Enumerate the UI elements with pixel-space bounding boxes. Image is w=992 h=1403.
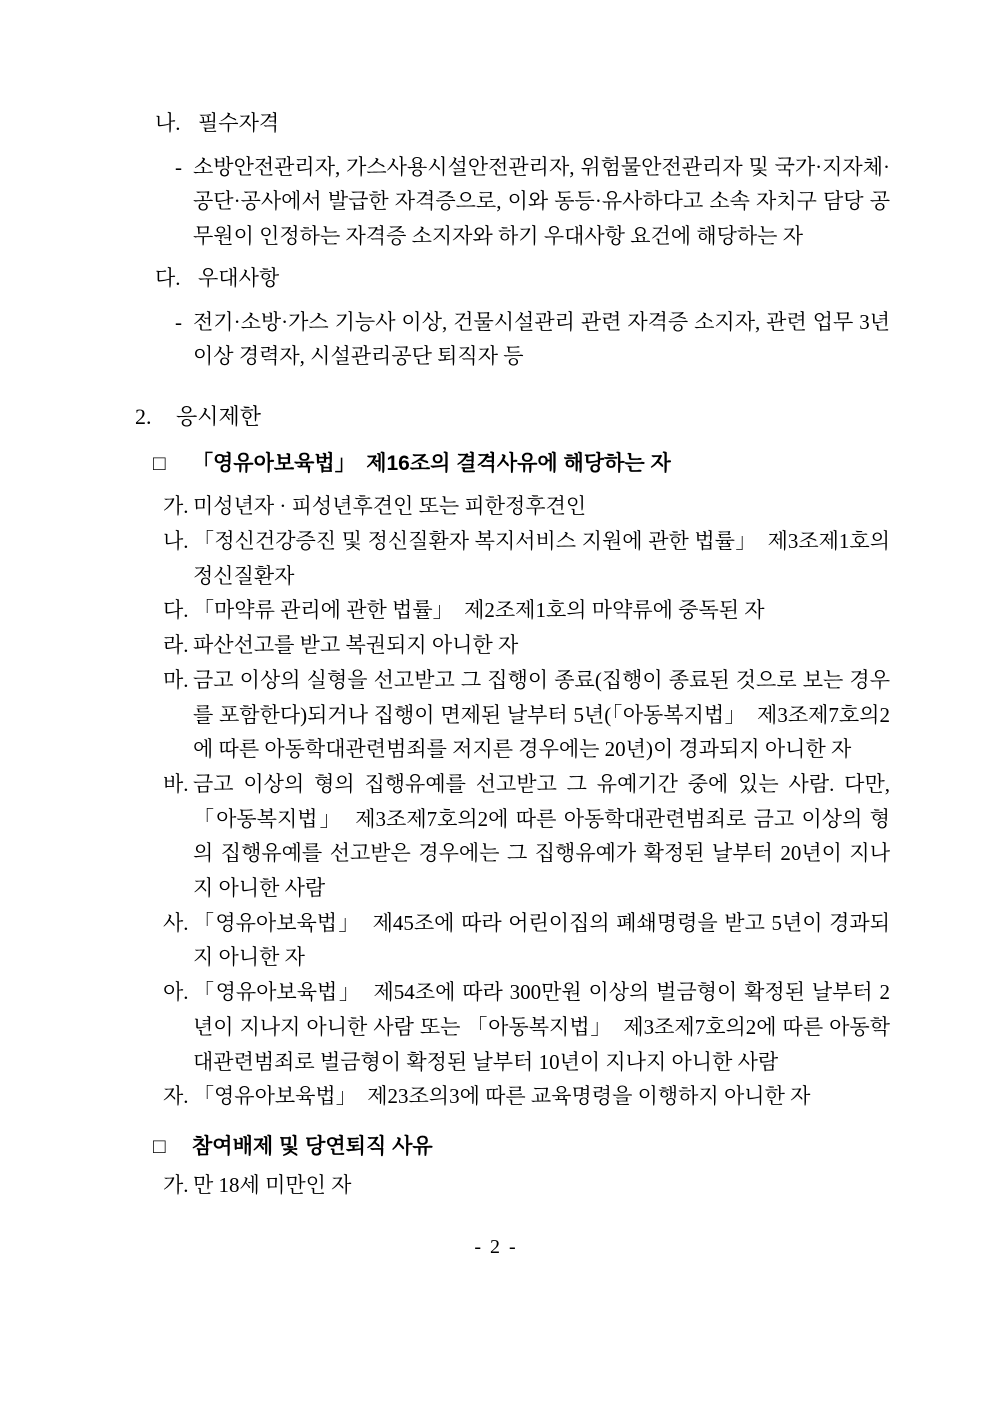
item-label: 다.	[155, 265, 181, 290]
item-label: 사.	[163, 910, 189, 935]
list-item	[163, 906, 890, 975]
item-label: 라.	[163, 633, 189, 658]
item-label: 자.	[163, 1084, 189, 1109]
item-label: 아.	[163, 980, 189, 1005]
subsection-title: 참여배제 및 당연퇴직 사유	[192, 1134, 433, 1158]
item-label: 가.	[163, 1172, 189, 1197]
square-bullet-icon: □	[153, 1134, 166, 1158]
list-item-detail	[175, 305, 890, 374]
item-text: 소방안전관리자, 가스사용시설안전관리자, 위험물안전관리자 및 국가·지자체·공단·공사에서 발급한 자격증으로, 이와 동등·유사하다고 소속 자치구 담당 공무원이 인정하는 자격증 소지자와 하기 우대사항 요건에 해당하는 자	[193, 154, 890, 249]
list-item	[163, 1168, 890, 1203]
item-label: 다.	[163, 598, 189, 623]
list-item	[163, 663, 890, 767]
dash-bullet-icon: -	[175, 154, 182, 179]
item-text: 「영유아보육법」 제45조에 따라 어린이집의 폐쇄명령을 받고 5년이 경과되지 아니한 자	[193, 910, 890, 970]
item-text: 「영유아보육법」 제23조의3에 따른 교육명령을 이행하지 아니한 자	[193, 1084, 811, 1109]
item-text: 파산선고를 받고 복권되지 아니한 자	[193, 633, 519, 658]
list-item	[163, 593, 890, 628]
list-item	[163, 1079, 890, 1114]
item-text: 「마약류 관리에 관한 법률」 제2조제1호의 마약류에 중독된 자	[193, 598, 765, 623]
item-text: 미성년자 · 피성년후견인 또는 피한정후견인	[193, 494, 587, 519]
list-item	[163, 524, 890, 593]
list-item	[163, 628, 890, 663]
item-label: 가.	[163, 494, 189, 519]
item-text: 금고 이상의 실형을 선고받고 그 집행이 종료(집행이 종료된 것으로 보는 경우를 포함한다)되거나 집행이 면제된 날부터 5년(「아동복지법」 제3조제7호의2에 따른 아동학대관련범죄를 저지른 경우에는 20년)이 경과되지 아니한 자	[193, 667, 890, 762]
list-item	[163, 767, 890, 906]
dash-bullet-icon: -	[175, 309, 182, 334]
list-item-preferred-qualification	[155, 261, 890, 296]
item-text: 전기·소방·가스 기능사 이상, 건물시설관리 관련 자격증 소지자, 관련 업무 3년 이상 경력자, 시설관리공단 퇴직자 등	[193, 309, 890, 369]
item-label: 마.	[163, 667, 189, 692]
list-item-detail	[175, 150, 890, 254]
subsection-heading-disqualification	[153, 447, 890, 482]
list-item	[163, 975, 890, 1079]
section-title: 응시제한	[176, 403, 262, 429]
item-label: 나.	[163, 529, 189, 554]
item-label: 나.	[155, 111, 181, 135]
page-number: - 2 -	[474, 1236, 518, 1259]
item-label: 바.	[163, 771, 189, 796]
square-bullet-icon: □	[153, 451, 166, 475]
subsection-heading-exclusion	[153, 1130, 890, 1165]
list-item	[163, 489, 890, 524]
section-number: 2.	[135, 403, 152, 429]
item-text: 「정신건강증진 및 정신질환자 복지서비스 지원에 관한 법률」 제3조제1호의 정신질환자	[193, 529, 890, 588]
section-heading	[135, 400, 890, 435]
list-item-required-qualification	[155, 106, 890, 141]
item-text: 「영유아보육법」 제54조에 따라 300만원 이상의 벌금형이 확정된 날부터 2년이 지나지 아니한 사람 또는 「아동복지법」 제3조제7호의2에 따른 아동학대관련범죄로 벌금형이 확정된 날부터 10년이 지나지 아니한 사람	[193, 980, 890, 1074]
item-title: 필수자격	[198, 111, 280, 135]
item-text: 금고 이상의 형의 집행유예를 선고받고 그 유예기간 중에 있는 사람. 다만, 「아동복지법」 제3조제7호의2에 따른 아동학대관련범죄로 금고 이상의 형의 집행유예를 선고받은 경우에는 그 집행유예가 확정된 날부터 20년이 지나지 아니한 사람	[193, 771, 890, 901]
subsection-title: 「영유아보육법」 제16조의 결격사유에 해당하는 자	[192, 451, 671, 475]
item-text: 만 18세 미만인 자	[193, 1172, 352, 1197]
item-title: 우대사항	[198, 265, 280, 290]
